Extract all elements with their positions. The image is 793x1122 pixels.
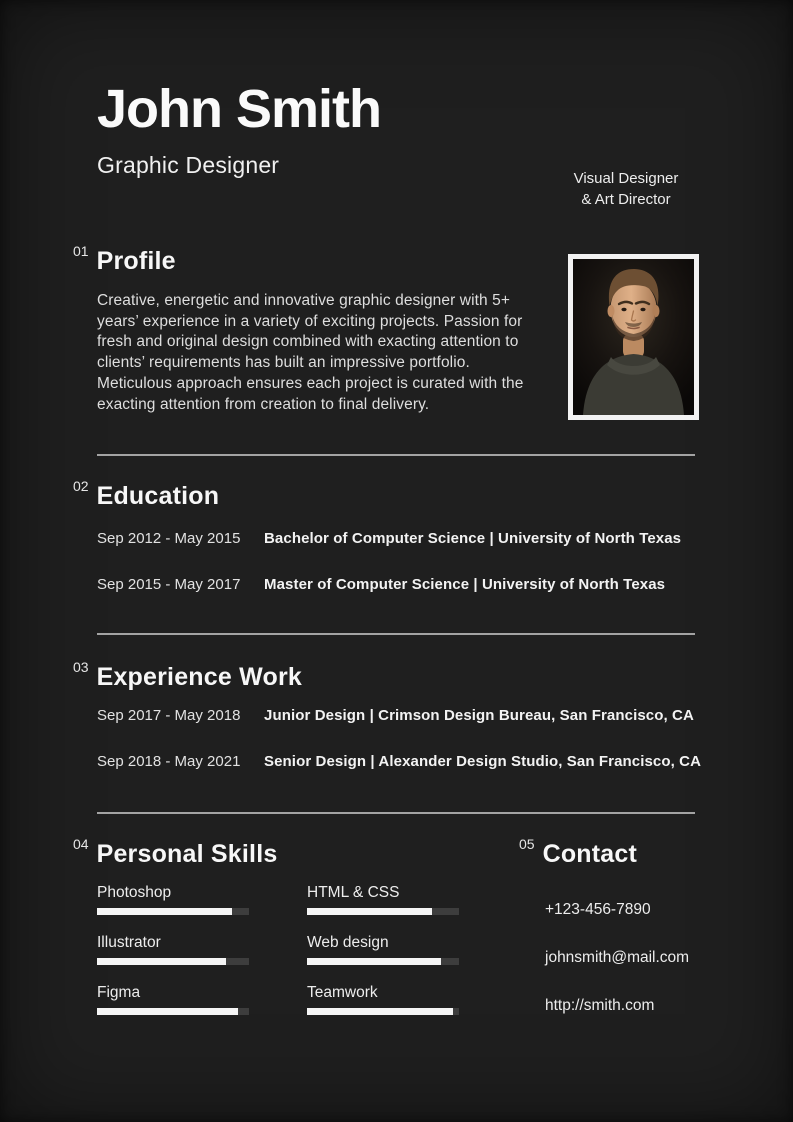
contact-website: http://smith.com: [545, 997, 655, 1014]
section-number: 05: [519, 836, 535, 852]
skill-bar-fill: [97, 958, 226, 965]
experience-list: [97, 707, 701, 770]
skill-label: HTML & CSS: [307, 884, 400, 901]
skill-bar-fill: [97, 1008, 238, 1015]
section-number: 04: [73, 836, 89, 852]
section-title: Education: [96, 482, 220, 510]
contact-email: johnsmith@mail.com: [545, 949, 690, 966]
tagline-line-2: & Art Director: [581, 191, 671, 208]
tagline: [560, 168, 692, 210]
portrait-photo: [568, 254, 699, 420]
experience-item: [97, 753, 701, 770]
experience-dates: Sep 2017 - May 2018: [97, 707, 241, 724]
section-divider: [97, 454, 695, 456]
skill-bar-track: [307, 958, 459, 965]
portrait-photo-illustration: [573, 259, 694, 415]
person-name: John Smith: [97, 79, 381, 139]
contact-section-heading: [519, 836, 637, 869]
contact-phone: +123-456-7890: [545, 901, 651, 918]
section-divider: [97, 633, 695, 635]
skill-item: [307, 984, 459, 1015]
education-description: Bachelor of Computer Science | University of North Texas: [264, 530, 682, 547]
skill-label: Teamwork: [307, 984, 378, 1001]
tagline-line-1: Visual Designer: [573, 170, 679, 187]
section-divider: [97, 812, 695, 814]
section-title: Experience Work: [96, 663, 302, 691]
skill-label: Photoshop: [97, 884, 172, 901]
section-title: Profile: [96, 247, 176, 275]
section-number: 03: [73, 659, 89, 675]
education-item: [97, 530, 681, 547]
skill-bar-track: [97, 908, 249, 915]
section-title: Personal Skills: [96, 840, 278, 868]
education-section-heading: [73, 478, 219, 511]
skill-item: [307, 934, 459, 965]
experience-description: Senior Design | Alexander Design Studio, San Francisco, CA: [264, 753, 702, 770]
skill-bar-track: [97, 958, 249, 965]
profile-summary-text: Creative, energetic and innovative graphic designer with 5+ years’ experience in a variety of exciting projects. Passion for fresh and original design combined with exacting attention to clients’ requirements has built an impressive portfolio. Meticulous approach ensures each project is curated with the exacting attention from creation to final delivery.: [97, 292, 524, 413]
skills-section-heading: [73, 836, 277, 869]
skill-label: Web design: [307, 934, 389, 951]
skill-bar-track: [307, 1008, 459, 1015]
skills-grid: [97, 884, 459, 1015]
skill-item: [307, 884, 459, 915]
education-dates: Sep 2012 - May 2015: [97, 530, 241, 547]
education-dates: Sep 2015 - May 2017: [97, 576, 241, 593]
skill-bar-fill: [307, 908, 432, 915]
education-list: [97, 530, 681, 593]
education-description: Master of Computer Science | University of North Texas: [264, 576, 666, 593]
skill-bar-fill: [97, 908, 232, 915]
skill-label: Figma: [97, 984, 141, 1001]
skill-item: [97, 884, 249, 915]
experience-item: [97, 707, 701, 724]
skill-bar-track: [307, 908, 459, 915]
skill-bar-fill: [307, 1008, 453, 1015]
skill-bar-fill: [307, 958, 441, 965]
skill-item: [97, 934, 249, 965]
section-number: 01: [73, 243, 89, 259]
skill-label: Illustrator: [97, 934, 161, 951]
job-title: Graphic Designer: [97, 152, 280, 178]
skill-item: [97, 984, 249, 1015]
experience-dates: Sep 2018 - May 2021: [97, 753, 241, 770]
education-item: [97, 576, 681, 593]
section-title: Contact: [542, 840, 638, 868]
contact-list: [545, 901, 689, 1045]
experience-description: Junior Design | Crimson Design Bureau, San Francisco, CA: [264, 707, 694, 724]
experience-section-heading: [73, 659, 302, 692]
skill-bar-track: [97, 1008, 249, 1015]
section-number: 02: [73, 478, 89, 494]
profile-section-heading: [73, 243, 176, 276]
